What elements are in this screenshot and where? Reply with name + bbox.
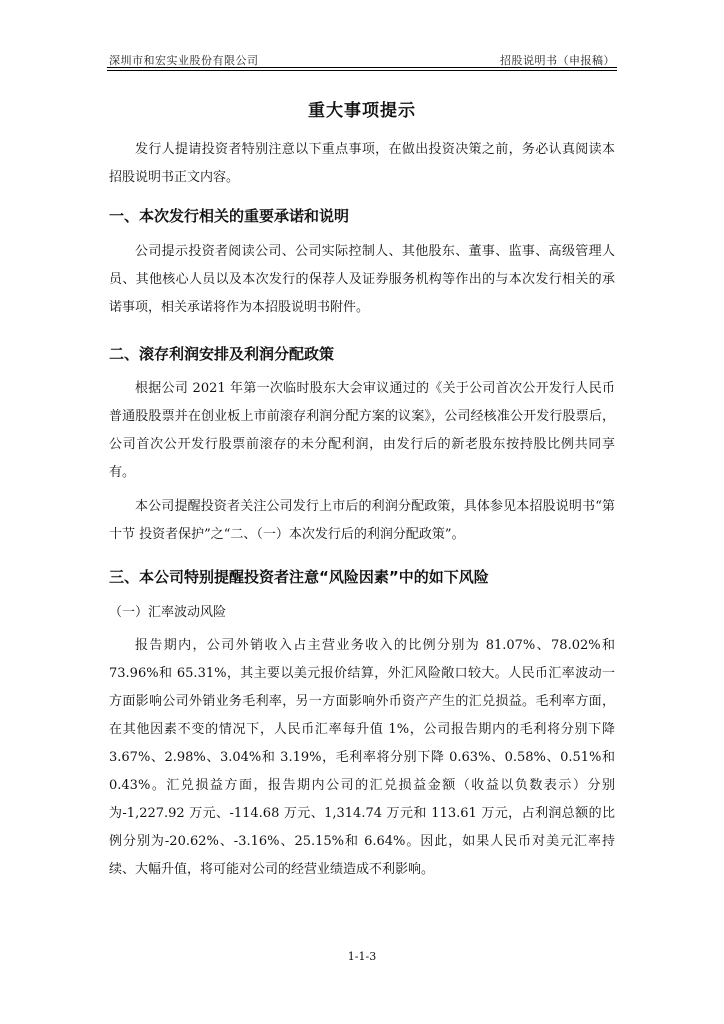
header-rule-thick	[107, 67, 617, 68]
page-title: 重大事项提示	[308, 101, 416, 121]
section-1-heading: 一、本次发行相关的重要承诺和说明	[109, 207, 350, 225]
header-doc-type: 招股说明书（申报稿）	[500, 54, 615, 67]
section-2-paragraph-2: 本公司提醒投资者关注公司发行上市后的利润分配政策，具体参见本招股说明书“第十节 投资者保护”之“二、（一）本次发行后的利润分配政策”。	[109, 499, 615, 542]
section-2-paragraph-1: 根据公司 2021 年第一次临时股东大会审议通过的《关于公司首次公开发行人民币普通股股票并在创业板上市前滚存利润分配方案的议案》，公司经核准公开发行股票后，公司首次公开发行股票前滚存的未分配利润，由发行后的新老股东按持股比例共同享有。	[109, 381, 615, 480]
section-3-heading: 三、本公司特别提醒投资者注意“风险因素”中的如下风险	[109, 568, 489, 586]
header-rule-thin	[107, 70, 617, 71]
intro-paragraph: 发行人提请投资者特别注意以下重点事项，在做出投资决策之前，务必认真阅读本招股说明书正文内容。	[109, 142, 615, 185]
header-company: 深圳市和宏实业股份有限公司	[109, 54, 259, 67]
section-2-heading: 二、滚存利润安排及利润分配政策	[109, 345, 335, 363]
page-number: 1-1-3	[347, 950, 377, 963]
section-1-paragraph-1: 公司提示投资者阅读公司、公司实际控制人、其他股东、董事、监事、高级管理人员、其他核心人员以及本次发行的保荐人及证券服务机构等作出的与本次发行相关的承诺事项，相关承诺将作为本招股说明书附件。	[109, 244, 615, 315]
section-3-paragraph-1: 报告期内，公司外销收入占主营业务收入的比例分别为 81.07%、78.02%和 73.96%和 65.31%，其主要以美元报价结算，外汇风险敞口较大。人民币汇率波动一方面影响公司外销业务毛利率，另一方面影响外币资产产生的汇兑损益。毛利率方面，在其他因素不变的情况下，人民币汇率每升值 1%，公司报告期内的毛利将分别下降 3.67%、2.98%、3.04%和 3.19%，毛利率将分别下降 0.63%、0.58%、0.51%和 0.43%。汇兑损益方面，报告期内公司的汇兑损益金额（收益以负数表示）分别为-1,227.92 万元、-114.68 万元、1,314.74 万元和 113.61 万元，占利润总额的比例分别为-20.62%、-3.16%、25.15%和 6.64%。因此，如果人民币对美元汇率持续、大幅升值，将可能对公司的经营业绩造成不利影响。	[109, 638, 615, 877]
section-3-subheading: （一）汇率波动风险	[109, 605, 227, 620]
